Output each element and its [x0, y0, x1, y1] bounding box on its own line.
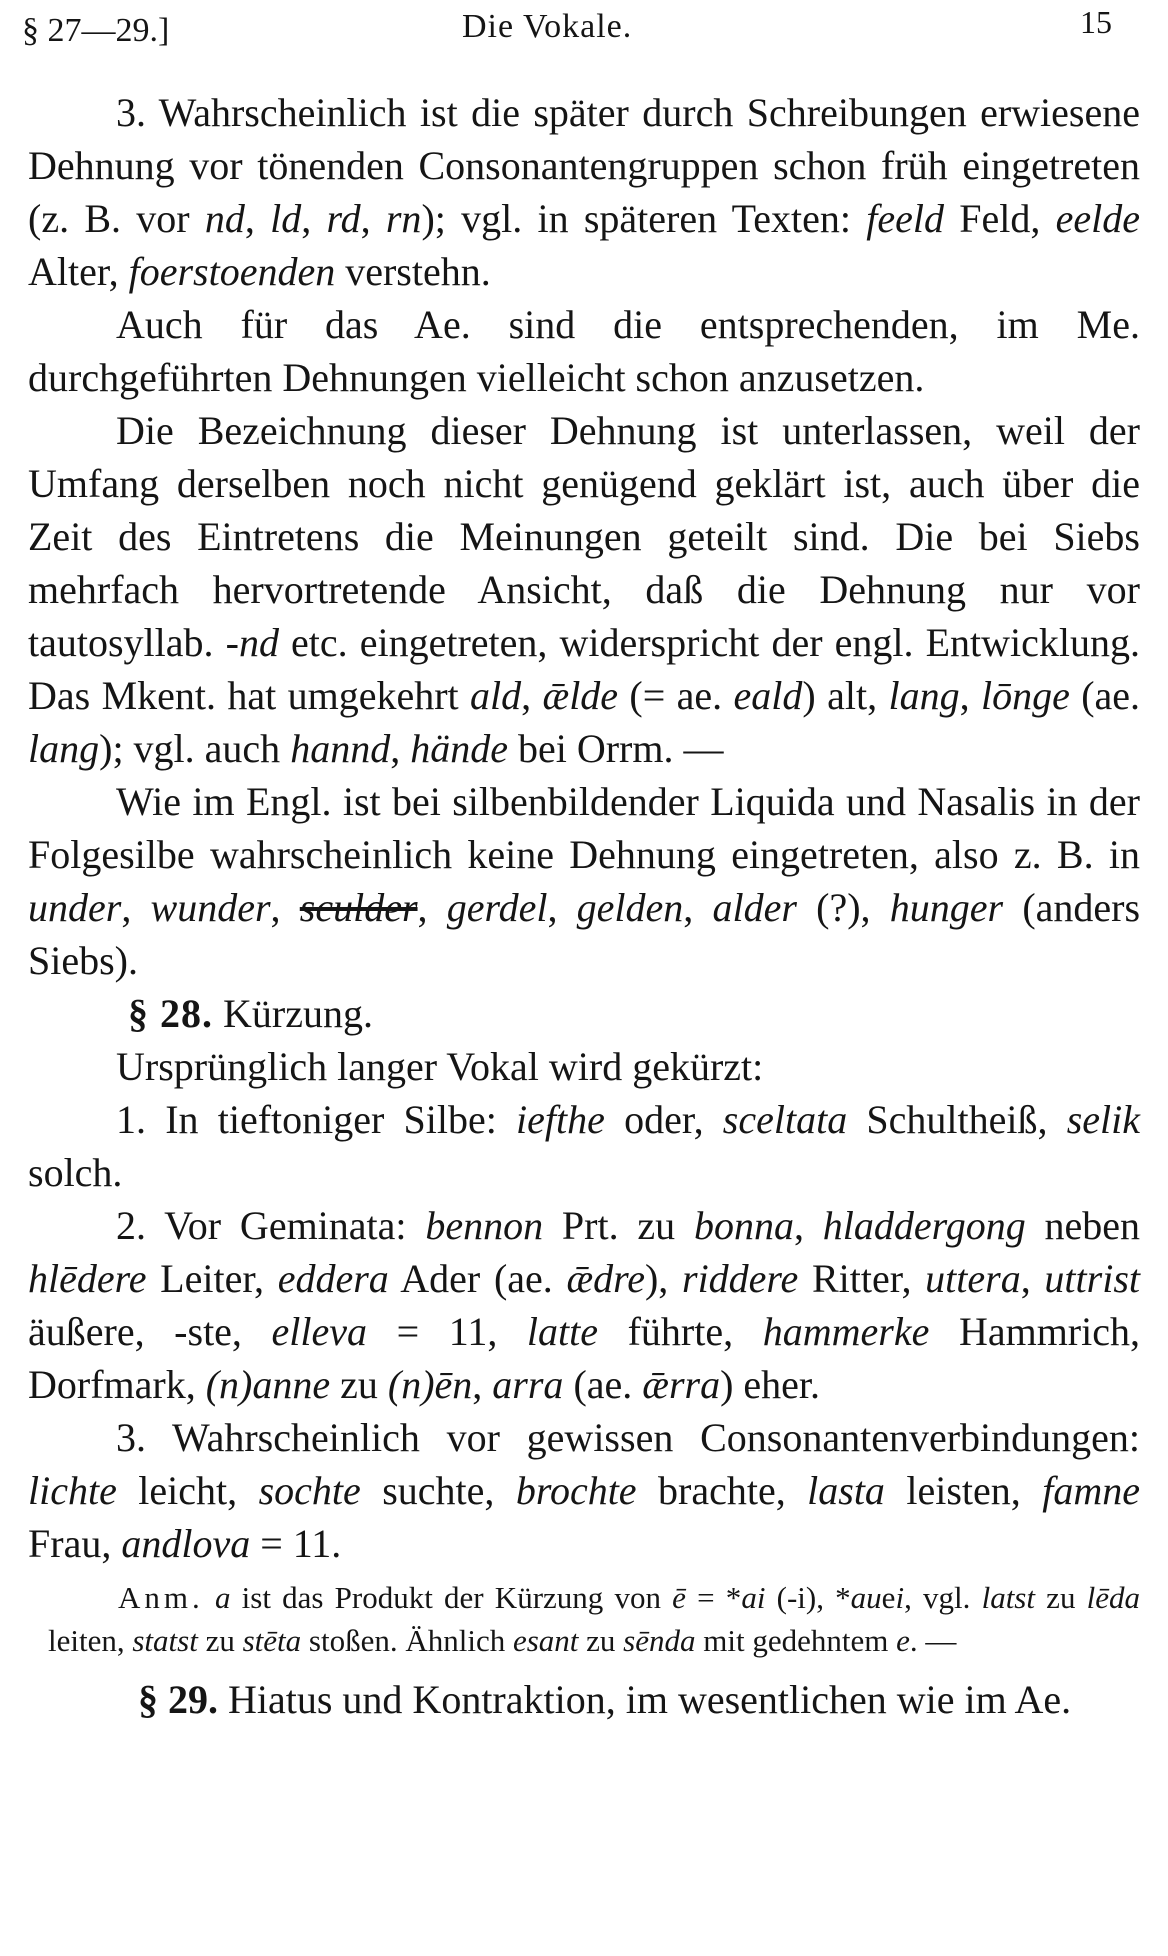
shortening-item-2: 2. Vor Geminata: bennon Prt. zu bonna, hladdergong neben hlēdere Leiter, eddera Ader (ae. ǣdre), riddere Ritter, uttera, uttrist äußere, -ste, elleva = 11, latte führte, hammerke Hammrich, Dorfmark, (n)anne zu (n)ēn, arra (ae. ǣrra) eher. — [28, 1203, 1141, 1407]
running-header — [0, 2, 1168, 62]
section-range: § 27—29.] — [22, 12, 170, 49]
paragraph-lengthening-2: Auch für das Ae. sind die entsprechenden, im Me. durchgeführten Dehnungen vielleicht schon anzusetzen. — [28, 302, 1140, 400]
annotation-note: Anm. a ist das Produkt der Kürzung von ē = *ai (-i), *auei, vgl. latst zu lēda leiten, statst zu stēta stoßen. Ähnlich esant zu sēnda mit gedehntem e. — — [48, 1580, 1141, 1658]
struck-word: sculder — [299, 885, 418, 930]
paragraph-lengthening-3: Die Bezeichnung dieser Dehnung ist unterlassen, weil der Umfang derselben noch nicht genügend geklärt ist, auch über die Zeit des Eintretens die Meinungen geteilt sind. Die bei Siebs mehrfach hervortretende Ansicht, daß die Dehnung nur vor tautosyllab. -nd etc. eingetreten, widerspricht der engl. Entwicklung. Das Mkent. hat umgekehrt ald, ǣlde (= ae. eald) alt, lang, lōnge (ae. lang); vgl. auch hannd, hände bei Orrm. — — [28, 408, 1141, 771]
section-29 — [28, 1672, 1140, 1728]
paragraph-lengthening-1: 3. Wahrscheinlich ist die später durch Schreibungen erwiesene Dehnung vor tönenden Consonantengruppen schon früh eingetreten (z. B. vor nd, ld, rd, rn); vgl. in späteren Texten: feeld Feld, eelde Alter, foerstoenden verstehn. — [28, 90, 1141, 294]
section-number: § 29. — [138, 1677, 218, 1722]
page-body — [28, 86, 1140, 1728]
section-title: Kürzung. — [213, 991, 373, 1036]
section-number: § 28. — [128, 991, 213, 1036]
note-label: Anm. — [118, 1580, 204, 1615]
paragraph-lengthening-4: Wie im Engl. ist bei silbenbildender Liquida und Nasalis in der Folgesilbe wahrscheinlich keine Dehnung eingetreten, also z. B. in under, wunder, sculder, gerdel, gelden, alder (?), hunger (anders Siebs). — [28, 779, 1141, 983]
shortening-item-3: 3. Wahrscheinlich vor gewissen Consonantenverbindungen: lichte leicht, sochte suchte, brochte brachte, lasta leisten, famne Frau, andlova = 11. — [28, 1415, 1140, 1566]
section-28-heading — [28, 987, 1140, 1040]
shortening-item-1: 1. In tieftoniger Silbe: iefthe oder, sceltata Schultheiß, selik solch. — [28, 1097, 1140, 1195]
running-title: Die Vokale. — [462, 8, 633, 45]
section-text: Hiatus und Kontraktion, im wesentlichen wie im Ae. — [218, 1677, 1072, 1722]
section-28-intro: Ursprünglich langer Vokal wird gekürzt: — [116, 1044, 764, 1089]
page-number: 15 — [1080, 4, 1112, 40]
